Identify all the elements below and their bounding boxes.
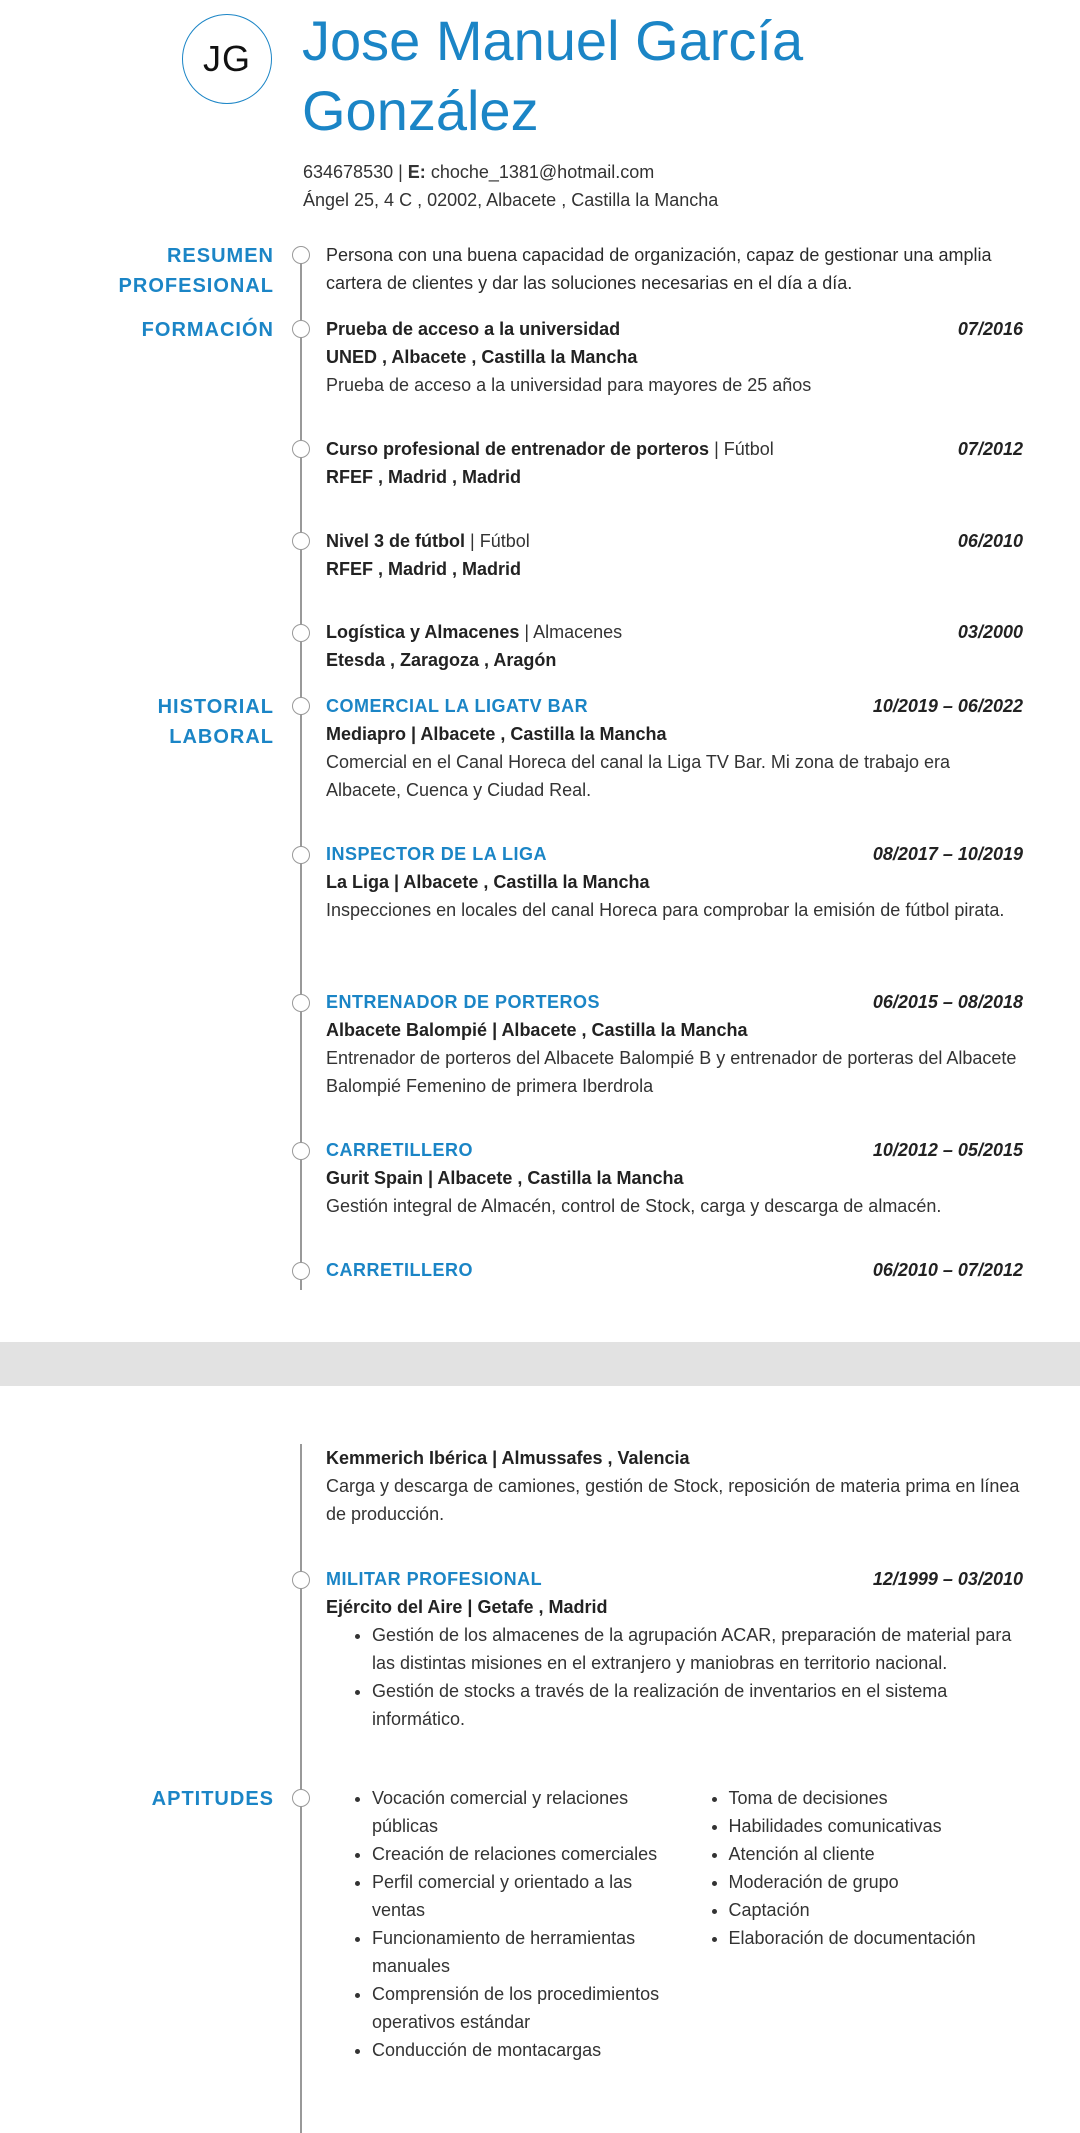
entry-heading — [326, 1136, 1023, 1164]
job-date: 06/2015 – 08/2018 — [872, 992, 1023, 1012]
timeline-line — [300, 250, 302, 1290]
section-label-work: HISTORIAL LABORAL — [157, 696, 274, 748]
education-item — [326, 435, 1023, 491]
education-date: 07/2016 — [957, 319, 1023, 339]
summary-text: Persona con una buena capacidad de organización, capaz de gestionar una amplia cartera de clientes y dar las soluciones necesarias en el día a día. — [326, 245, 992, 293]
job-title: ENTRENADOR DE PORTEROS — [326, 992, 601, 1012]
skill-item: • Elaboración de documentación — [729, 1924, 1023, 1952]
work-item — [326, 1565, 1023, 1733]
timeline-dot — [292, 246, 310, 264]
resume-page-2 — [0, 1386, 1080, 2133]
education-desc: Prueba de acceso a la universidad para mayores de 25 años — [326, 375, 812, 395]
skills-list — [326, 1784, 1023, 2064]
contact-line-1 — [303, 158, 718, 186]
entry-heading — [326, 1256, 1023, 1284]
job-bullet: • Gestión de stocks a través de la realización de inventarios en el sistema informático. — [372, 1677, 1023, 1733]
section-label-summary: RESUMEN PROFESIONAL — [118, 245, 274, 297]
entry-heading — [326, 1565, 1023, 1593]
separator: | — [465, 531, 480, 551]
page-break — [0, 1342, 1080, 1386]
entry-title-wrap — [326, 618, 622, 646]
work-item — [326, 988, 1023, 1100]
skill-item: • Comprensión de los procedimientos operativos estándar — [372, 1980, 683, 2036]
entry-heading — [326, 435, 1023, 463]
education-date: 03/2000 — [957, 622, 1023, 642]
job-title: CARRETILLERO — [326, 1260, 473, 1280]
job-desc: Comercial en el Canal Horeca del canal la Liga TV Bar. Mi zona de trabajo era Albacete, Cuenca y Ciudad Real. — [326, 752, 951, 800]
entry-heading — [326, 692, 1023, 720]
separator: | — [393, 162, 408, 182]
job-place: Almussafes , Valencia — [501, 1448, 690, 1468]
separator: | — [389, 872, 404, 892]
separator: | — [487, 1020, 502, 1040]
education-item — [326, 527, 1023, 583]
separator: | — [709, 439, 724, 459]
timeline-dot — [292, 440, 310, 458]
education-item — [326, 618, 1023, 674]
work-item-continued — [326, 1444, 1023, 1528]
timeline-dot — [292, 1142, 310, 1160]
education-item — [326, 315, 1023, 399]
education-title: Curso profesional de entrenador de porteros — [326, 439, 710, 459]
job-company: Kemmerich Ibérica — [326, 1448, 488, 1468]
timeline-dot — [292, 1571, 310, 1589]
timeline-dot — [292, 1262, 310, 1280]
skill-item: • Captación — [729, 1896, 1023, 1924]
skills-column-1 — [326, 1784, 683, 2064]
skill-item: • Perfil comercial y orientado a las ventas — [372, 1868, 683, 1924]
job-place: Albacete , Castilla la Mancha — [403, 872, 650, 892]
entry-title-wrap — [326, 527, 530, 555]
education-field: Fútbol — [479, 531, 530, 551]
education-place: UNED , Albacete , Castilla la Mancha — [326, 347, 638, 367]
education-field: Almacenes — [533, 622, 623, 642]
education-title: Logística y Almacenes — [326, 622, 520, 642]
timeline-dot — [292, 994, 310, 1012]
education-place: Etesda , Zaragoza , Aragón — [326, 650, 557, 670]
job-date: 06/2010 – 07/2012 — [872, 1260, 1023, 1280]
job-company-line — [326, 868, 1023, 896]
phone: 634678530 — [303, 162, 394, 182]
job-desc: Inspecciones en locales del canal Horeca para comprobar la emisión de fútbol pirata. — [326, 900, 1005, 920]
job-date: 10/2019 – 06/2022 — [872, 696, 1023, 716]
entry-heading — [326, 618, 1023, 646]
entry-title-wrap — [326, 435, 774, 463]
job-place: Getafe , Madrid — [477, 1597, 608, 1617]
job-company-line — [326, 1593, 1023, 1621]
job-place: Albacete , Castilla la Mancha — [420, 724, 667, 744]
timeline-dot — [292, 624, 310, 642]
education-field: Fútbol — [723, 439, 774, 459]
timeline-dot — [292, 320, 310, 338]
skill-item: • Funcionamiento de herramientas manuales — [372, 1924, 683, 1980]
skill-item: • Conducción de montacargas — [372, 2036, 683, 2064]
job-desc: Carga y descarga de camiones, gestión de Stock, reposición de materia prima en línea de producción. — [326, 1476, 1020, 1524]
skills-column-2 — [683, 1784, 1023, 2064]
separator: | — [519, 622, 534, 642]
contact-info — [303, 158, 718, 214]
timeline-dot — [292, 532, 310, 550]
job-place: Albacete , Castilla la Mancha — [501, 1020, 748, 1040]
skill-item: • Moderación de grupo — [729, 1868, 1023, 1896]
entry-heading — [326, 840, 1023, 868]
job-title: INSPECTOR DE LA LIGA — [326, 844, 548, 864]
job-desc: Entrenador de porteros del Albacete Balompié B y entrenador de porteras del Albacete Balompié Femenino de primera Iberdrola — [326, 1048, 1017, 1096]
entry-heading — [326, 315, 1023, 343]
work-item — [326, 1136, 1023, 1220]
skill-item: • Habilidades comunicativas — [729, 1812, 1023, 1840]
section-label-skills: APTITUDES — [151, 1788, 274, 1810]
job-title: MILITAR PROFESIONAL — [326, 1569, 543, 1589]
initials-text: JG — [202, 38, 251, 79]
timeline-dot — [292, 1789, 310, 1807]
education-date: 07/2012 — [957, 439, 1023, 459]
skill-item: • Vocación comercial y relaciones públicas — [372, 1784, 683, 1840]
job-place: Albacete , Castilla la Mancha — [437, 1168, 684, 1188]
education-title: Nivel 3 de fútbol — [326, 531, 466, 551]
job-date: 08/2017 – 10/2019 — [872, 844, 1023, 864]
job-company: Albacete Balompié — [326, 1020, 488, 1040]
job-company-line — [326, 1164, 1023, 1192]
skill-item: • Atención al cliente — [729, 1840, 1023, 1868]
education-place: RFEF , Madrid , Madrid — [326, 467, 522, 487]
timeline-dot — [292, 697, 310, 715]
job-title: CARRETILLERO — [326, 1140, 473, 1160]
job-company: Ejército del Aire — [326, 1597, 463, 1617]
job-desc: Gestión integral de Almacén, control de Stock, carga y descarga de almacén. — [326, 1196, 942, 1216]
job-company: La Liga — [326, 872, 390, 892]
education-title: Prueba de acceso a la universidad — [326, 319, 621, 339]
job-date: 12/1999 – 03/2010 — [872, 1569, 1023, 1589]
separator: | — [406, 724, 421, 744]
job-bullets — [326, 1621, 1023, 1733]
section-label-education: FORMACIÓN — [141, 319, 274, 341]
education-place: RFEF , Madrid , Madrid — [326, 559, 522, 579]
skill-item: • Toma de decisiones — [729, 1784, 1023, 1812]
work-item — [326, 1256, 1023, 1284]
education-date: 06/2010 — [957, 531, 1023, 551]
email-label: E: — [407, 162, 426, 182]
job-company-line — [326, 1016, 1023, 1044]
work-item — [326, 840, 1023, 924]
job-title: COMERCIAL LA LIGATV BAR — [326, 696, 589, 716]
job-company-line — [326, 1444, 1023, 1472]
timeline-dot — [292, 846, 310, 864]
separator: | — [487, 1448, 502, 1468]
address: Ángel 25, 4 C , 02002, Albacete , Castilla la Mancha — [303, 190, 719, 210]
job-company: Mediapro — [326, 724, 407, 744]
job-company: Gurit Spain — [326, 1168, 424, 1188]
candidate-name: Jose Manuel García González — [302, 9, 804, 142]
job-date: 10/2012 – 05/2015 — [872, 1140, 1023, 1160]
separator: | — [462, 1597, 478, 1617]
separator: | — [423, 1168, 438, 1188]
work-item — [326, 692, 1023, 804]
entry-heading — [326, 527, 1023, 555]
initials-avatar — [182, 14, 272, 104]
job-company-line — [326, 720, 1023, 748]
email[interactable]: choche_1381@hotmail.com — [430, 162, 655, 182]
skill-item: • Creación de relaciones comerciales — [372, 1840, 683, 1868]
entry-heading — [326, 988, 1023, 1016]
job-bullet: • Gestión de los almacenes de la agrupación ACAR, preparación de material para las distintas misiones en el extranjero y maniobras en territorio nacional. — [372, 1621, 1023, 1677]
